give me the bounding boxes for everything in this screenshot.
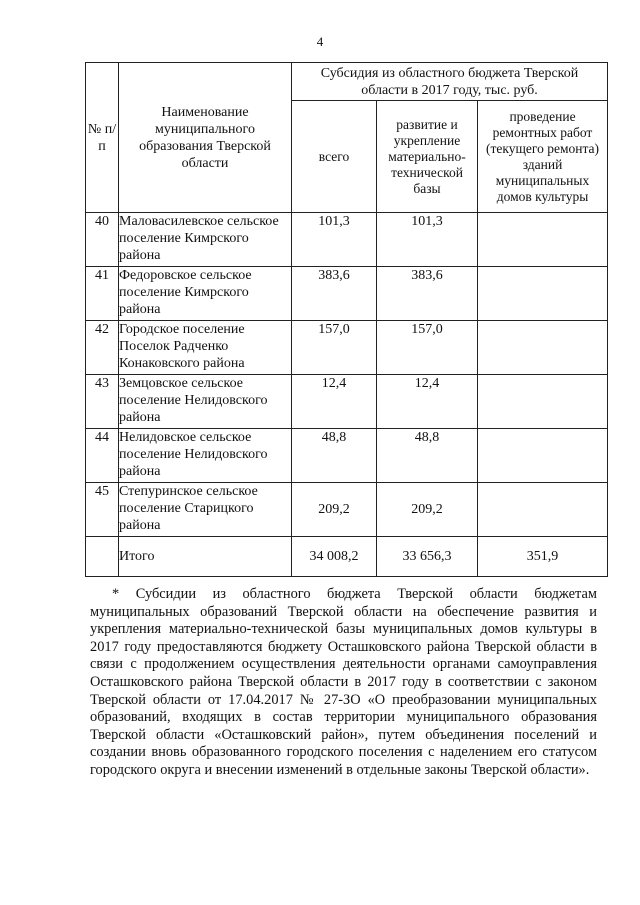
total-repair: 351,9 [478, 537, 608, 577]
table-row [86, 429, 608, 483]
row-name: Городское поселение Поселок Радченко Конаковского района [119, 321, 292, 375]
row-total: 12,4 [292, 375, 377, 429]
row-repair [478, 375, 608, 429]
header-subsidy-group: Субсидия из областного бюджета Тверской области в 2017 году, тыс. руб. [292, 63, 608, 101]
header-total: всего [292, 101, 377, 213]
row-total: 101,3 [292, 213, 377, 267]
row-development: 157,0 [377, 321, 478, 375]
header-development: развитие и укрепление материально-технической базы [377, 101, 478, 213]
total-row [86, 537, 608, 577]
row-num: 41 [86, 267, 119, 321]
page-number: 4 [316, 34, 324, 49]
row-development: 101,3 [377, 213, 478, 267]
table-row [86, 483, 608, 537]
table-row [86, 267, 608, 321]
row-num: 42 [86, 321, 119, 375]
row-development: 48,8 [377, 429, 478, 483]
row-num: 44 [86, 429, 119, 483]
table-row [86, 321, 608, 375]
table-row [86, 213, 608, 267]
row-num: 45 [86, 483, 119, 537]
row-development: 12,4 [377, 375, 478, 429]
row-total: 383,6 [292, 267, 377, 321]
row-development: 209,2 [377, 483, 478, 537]
row-repair [478, 429, 608, 483]
total-label: Итого [119, 537, 292, 577]
row-total: 48,8 [292, 429, 377, 483]
row-repair [478, 267, 608, 321]
total-development: 33 656,3 [377, 537, 478, 577]
row-num: 43 [86, 375, 119, 429]
row-num: 40 [86, 213, 119, 267]
row-name: Федоровское сельское поселение Кимрского района [119, 267, 292, 321]
row-repair [478, 321, 608, 375]
row-repair [478, 213, 608, 267]
total-num [86, 537, 119, 577]
row-name: Нелидовское сельское поселение Нелидовского района [119, 429, 292, 483]
header-repair: проведение ремонтных работ (текущего ремонта) зданий муниципальных домов культуры [478, 101, 608, 213]
subsidy-table [85, 62, 608, 577]
row-development: 383,6 [377, 267, 478, 321]
header-name: Наименование муниципального образования Тверской области [119, 63, 292, 213]
row-name: Земцовское сельское поселение Нелидовского района [119, 375, 292, 429]
footnote: * Субсидии из областного бюджета Тверской области бюджетам муниципальных образований Тверской области на обеспечение развития и укрепления материально-технической базы муниципальных домов культуры в 2017 году предоставляются бюджету Осташковского района Тверской области в связи с продолжением осуществления деятельности органами самоуправления Осташковского района Тверской области в 2017 году в соответствии с законом Тверской области от 17.04.2017 № 27-ЗО «О преобразовании муниципальных образований, входящих в состав территории муниципального образования Тверской области «Осташковский район», путем объединения поселений и создании вновь образованного городского поселения с наделением его статусом городского округа и внесении изменений в отдельные законы Тверской области». [90, 586, 597, 778]
total-sum: 34 008,2 [292, 537, 377, 577]
row-name: Маловасилевское сельское поселение Кимрского района [119, 213, 292, 267]
row-name: Степуринское сельское поселение Старицкого района [119, 483, 292, 537]
row-total: 157,0 [292, 321, 377, 375]
header-num: № п/п [86, 63, 119, 213]
table-row [86, 375, 608, 429]
row-total: 209,2 [292, 483, 377, 537]
row-repair [478, 483, 608, 537]
